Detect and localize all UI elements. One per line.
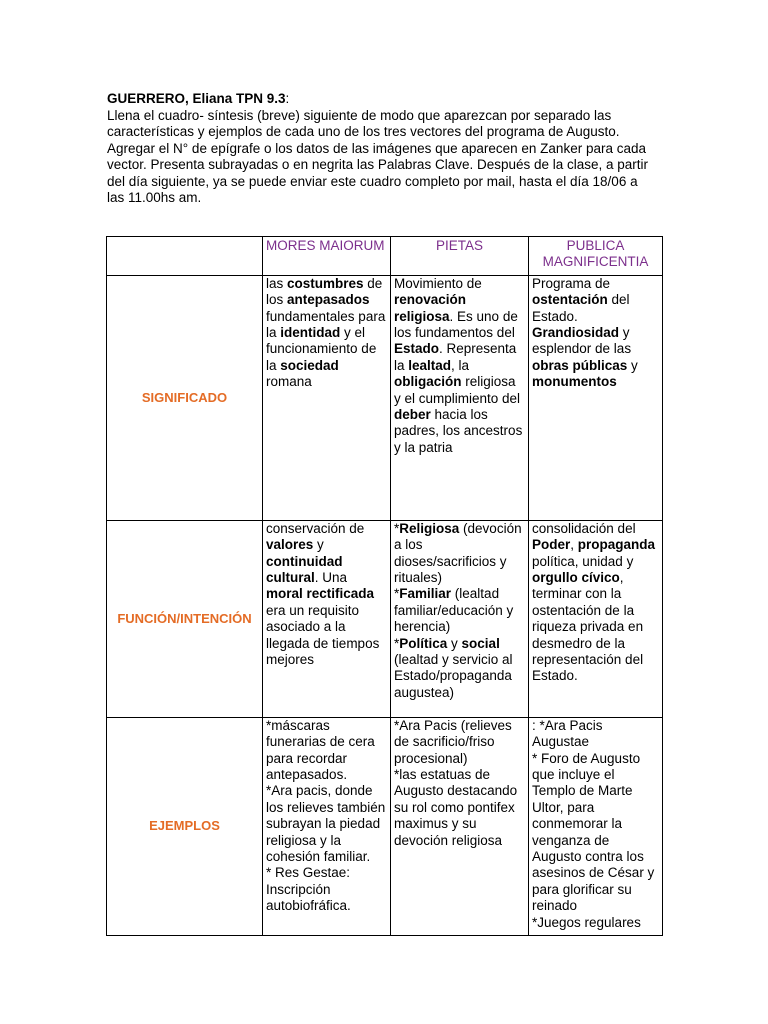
keyword: renovación religiosa [394,292,467,324]
cell-paragraph [266,276,387,391]
cell-ejemplos-publica [529,717,663,935]
row-significado [107,275,663,520]
cell-paragraph [394,521,525,587]
cell-text: del Estado. [532,292,630,324]
cell-significado-pietas [391,275,529,520]
cell-text: *Juegos regulares [532,914,641,930]
cell-text: Movimiento de [394,275,482,291]
cell-ejemplos-mores [263,717,391,935]
column-header-pietas: PIETAS [391,237,529,276]
cell-paragraph [266,521,387,669]
row-ejemplos [107,717,663,935]
cell-text: *máscaras funerarias de cera para recordar antepasados. [266,717,375,783]
cell-paragraph [532,751,659,915]
cell-text: * Res Gestae: Inscripción autobiofráfica. [266,865,351,914]
column-header-publica-magnificentia: PUBLICA MAGNIFICENTIA [529,237,663,276]
keyword: Religiosa [399,520,460,536]
cell-text: de los [266,275,383,308]
assignment-header [107,91,652,207]
column-header-mores-maiorum: MORES MAIORUM [263,237,391,276]
cell-paragraph [394,276,525,456]
cell-text: las [266,275,288,291]
header-row [107,237,663,276]
keyword: valores [266,537,314,553]
cell-text: (devoción a los dioses/sacrificios y rituales) [394,520,522,586]
cell-text: y [627,357,638,373]
keyword: lealtad [408,357,452,373]
keyword: obras públicas [532,357,628,373]
cell-text: , [570,537,578,553]
cell-paragraph [394,718,525,767]
instructions-text: Llena el cuadro- síntesis (breve) siguiente de modo que aparezcan por separado las características y ejemplos de cada uno de los tres vectores del programa de Augusto. Agregar el N° de epígrafe o los datos de las imágenes que aparecen en Zanker para cada vector. Presenta subrayadas o en negrita las Palabras Clave. Después de la clase, a partir del día siguiente, ya se puede enviar este cuadro completo por mail, hasta el día 18/06 a las 11.00hs am. [107,107,649,205]
cell-ejemplos-pietas [391,717,529,935]
cell-text: *Ara Pacis (relieves de sacrificio/friso procesional) [394,717,512,766]
keyword: social [461,635,500,651]
cell-paragraph [266,718,387,784]
cell-text: * [394,586,400,602]
synthesis-table [106,236,663,936]
cell-text: conservación de [266,520,365,536]
author-colon: : [285,91,290,106]
cell-text: (lealtad familiar/educación y herencia) [394,586,514,635]
cell-text: consolidación del [532,520,636,536]
row-label-funcion: FUNCIÓN/INTENCIÓN [107,520,263,717]
keyword: ostentación [532,292,608,308]
cell-text: . Es uno de los fundamentos del [394,308,518,341]
cell-text: y [447,635,462,651]
cell-text: * [394,635,400,651]
keyword: antepasados [287,292,370,308]
keyword: monumentos [532,374,617,390]
row-label-significado: SIGNIFICADO [107,275,263,520]
cell-paragraph [532,718,659,751]
cell-text: . Representa la [394,341,517,373]
author-line: GUERRERO, Eliana TPN 9.3 [107,91,286,106]
cell-text: política, unidad y [532,553,634,569]
cell-paragraph [266,865,387,914]
keyword: costumbres [287,275,364,291]
row-label-ejemplos: EJEMPLOS [107,717,263,935]
cell-paragraph [532,521,659,685]
cell-text: *las estatuas de Augusto destacando su rol como pontifex maximus y su devoción religiosa [394,767,518,848]
cell-paragraph [532,276,659,391]
cell-text: Programa de [532,275,611,291]
keyword: Estado [394,341,440,357]
cell-text: , la [451,357,470,373]
cell-text: romana [266,374,312,390]
cell-text: y [313,537,324,553]
cell-text: religiosa y el cumplimiento del [394,374,521,406]
cell-text: era un requisito asociado a la llegada de tiempos mejores [266,602,380,668]
keyword: identidad [280,325,341,341]
cell-text: . Una [314,570,348,586]
keyword: Grandiosidad [532,325,620,341]
keyword: orgullo cívico [532,570,620,586]
cell-text: y esplendor de las [532,325,632,357]
cell-text: fundamentales para la [266,308,386,341]
keyword: deber [394,407,431,423]
cell-text: : *Ara Pacis Augustae [532,717,603,750]
keyword: Poder [532,537,571,553]
cell-text: * Foro de Augusto que incluye el Templo de Marte Ultor, para conmemorar la venganza de Augusto contra los asesinos de César y para glorificar su reinado [532,750,655,914]
keyword: sociedad [280,357,339,373]
cell-paragraph [394,636,525,702]
cell-text: hacia los padres, los ancestros y la patria [394,407,523,455]
cell-funcion-mores [263,520,391,717]
cell-text: , terminar con la ostentación de la riqueza privada en desmedro de la representación del Estado. [532,570,644,684]
keyword: Política [399,635,448,651]
cell-paragraph [394,767,525,849]
cell-paragraph [266,783,387,865]
keyword: continuidad cultural [266,553,343,586]
cell-text: *Ara pacis, donde los relieves también subrayan la piedad religiosa y la cohesión familiar. [266,783,386,865]
cell-significado-publica [529,275,663,520]
cell-text: y el funcionamiento de la [266,325,377,373]
cell-paragraph [394,586,525,635]
keyword: obligación [394,374,462,390]
keyword: moral rectificada [266,586,375,602]
cell-funcion-publica [529,520,663,717]
corner-cell [107,237,263,276]
keyword: propaganda [577,537,656,553]
keyword: Familiar [399,586,452,602]
cell-funcion-pietas [391,520,529,717]
row-funcion [107,520,663,717]
cell-text: * [394,520,400,536]
cell-paragraph [532,915,659,931]
cell-significado-mores [263,275,391,520]
cell-text: (lealtad y servicio al Estado/propaganda augustea) [394,652,513,700]
